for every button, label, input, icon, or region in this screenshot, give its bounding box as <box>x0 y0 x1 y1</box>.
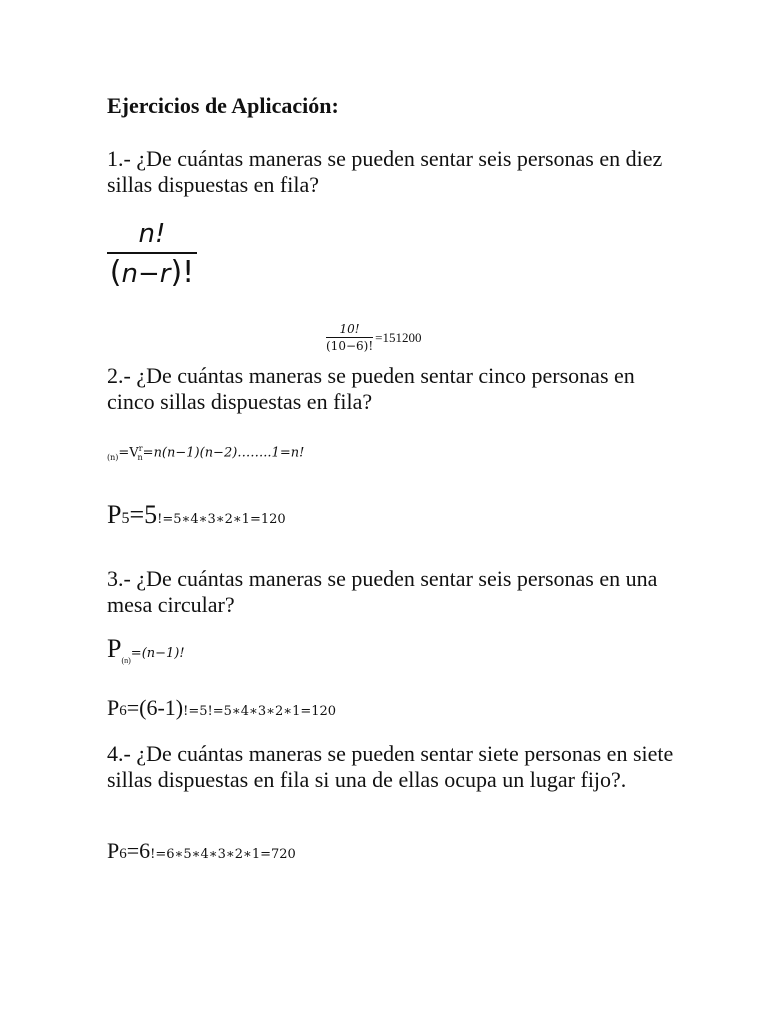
result-tail: !=6∗5∗4∗3∗2∗1=720 <box>150 847 296 862</box>
formula-numerator: n! <box>138 219 166 249</box>
p-subscript: (n) <box>121 656 131 666</box>
p-symbol: P <box>107 500 122 529</box>
denominator-expression: n−r <box>121 259 171 289</box>
section-heading: Ejercicios de Aplicación: <box>107 93 339 118</box>
question-1-calculation <box>326 322 422 353</box>
permutation-formula <box>107 444 304 462</box>
formula-denominator <box>107 256 197 290</box>
result-eq: =5 <box>129 500 158 529</box>
formula-expansion: =n(n−1)(n−2)……..1=n! <box>142 445 305 461</box>
v-subscript: n <box>137 452 143 462</box>
p-subscript: 6 <box>119 846 127 862</box>
result-eq: =6 <box>126 838 151 863</box>
formula-subscript: (n) <box>107 452 119 462</box>
open-paren: ( <box>109 255 122 290</box>
question-4-result <box>107 838 296 864</box>
calc-fraction <box>326 322 373 353</box>
fraction-bar <box>107 252 197 254</box>
calc-denominator: (10−6)! <box>326 339 374 353</box>
formula-tail: =(n−1)! <box>130 646 185 661</box>
close-paren: )! <box>170 255 195 290</box>
p-symbol: P <box>107 634 122 663</box>
p-subscript: 5 <box>121 510 130 527</box>
general-formula <box>107 218 197 290</box>
result-tail: !=5!=5∗4∗3∗2∗1=120 <box>183 704 337 719</box>
p-symbol: P <box>107 695 120 720</box>
p-symbol: P <box>107 838 120 863</box>
question-3: 3.- ¿De cuántas maneras se pueden sentar seis personas en una mesa circular? <box>107 566 658 617</box>
question-4: 4.- ¿De cuántas maneras se pueden sentar siete personas en siete sillas dispuestas en fila si una de ellas ocupa un lugar fijo?. <box>107 741 674 792</box>
formula-v: =V <box>118 445 139 461</box>
question-2-result <box>107 500 286 530</box>
circular-formula <box>107 634 185 665</box>
question-2: 2.- ¿De cuántas maneras se pueden sentar cinco personas en cinco sillas dispuestas en fila? <box>107 363 635 414</box>
calc-result: =151200 <box>375 329 422 345</box>
calc-numerator: 10! <box>339 322 360 336</box>
result-tail: !=5∗4∗3∗2∗1=120 <box>157 512 286 527</box>
v-superscript: r <box>138 444 143 453</box>
result-eq: =(6-1) <box>126 695 184 720</box>
question-1: 1.- ¿De cuántas maneras se pueden sentar seis personas en diez sillas dispuestas en fila? <box>107 146 663 197</box>
question-3-result <box>107 695 336 721</box>
p-subscript: 6 <box>119 703 127 719</box>
calc-fraction-bar <box>326 337 373 338</box>
